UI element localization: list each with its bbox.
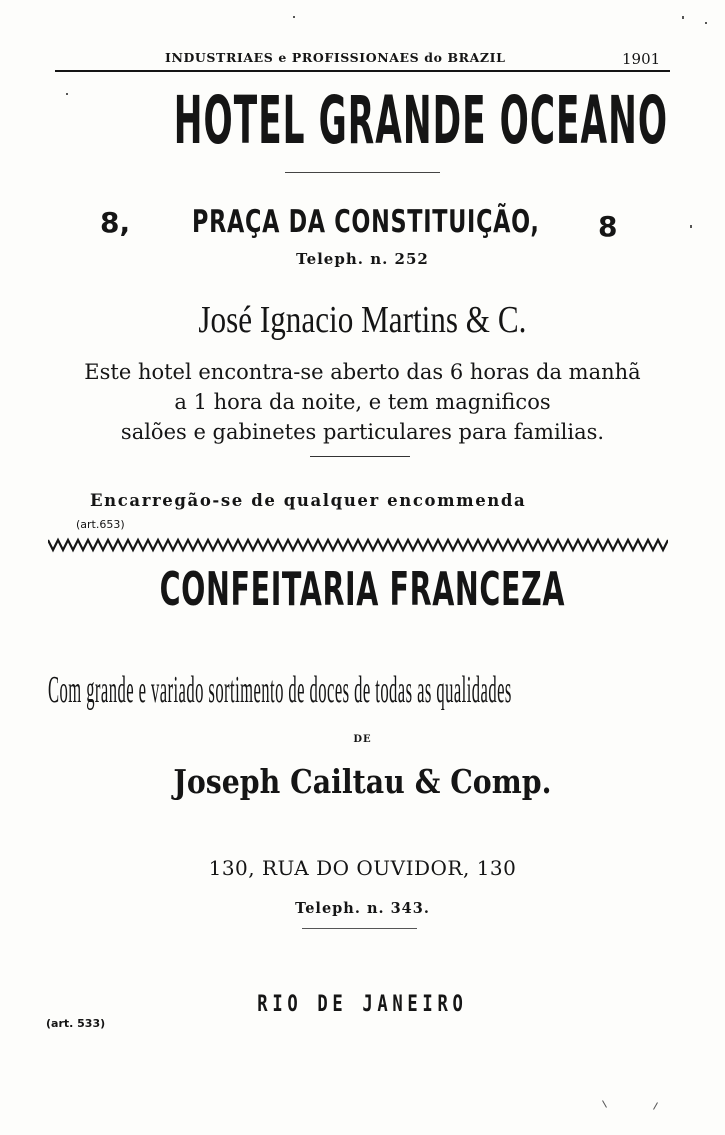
divider-rule xyxy=(285,172,440,173)
hotel-description-line: salões e gabinetes particulares para familias. xyxy=(120,420,605,444)
hotel-description-line: a 1 hora da noite, e tem magnificos xyxy=(174,390,551,414)
scan-speck xyxy=(602,1100,607,1107)
scan-speck xyxy=(690,225,692,228)
page-year: 1901 xyxy=(622,50,661,68)
confeitaria-article-ref: (art. 533) xyxy=(46,1017,106,1030)
hotel-article-ref: (art.653) xyxy=(76,518,125,531)
hotel-address-street: PRAÇA DA CONSTITUIÇÃO, xyxy=(192,204,540,240)
divider-rule xyxy=(302,928,417,929)
confeitaria-phone: Teleph. n. 343. xyxy=(295,900,430,917)
scan-speck xyxy=(293,16,295,18)
confeitaria-city: RIO DE JANEIRO xyxy=(257,992,468,1017)
hotel-address-number-right: 8 xyxy=(598,210,618,243)
divider-rule xyxy=(310,456,410,457)
hotel-address-number-left: 8, xyxy=(100,206,131,239)
running-header: INDUSTRIAES e PROFISSIONAES do BRAZIL xyxy=(165,50,506,65)
hotel-phone: Teleph. n. 252 xyxy=(296,250,429,268)
confeitaria-connector: DE xyxy=(353,734,372,745)
confeitaria-description: Com grande e variado sortimento de doces de todas as qualidades xyxy=(48,669,512,711)
confeitaria-owner: Joseph Cailtau & Comp. xyxy=(173,762,552,801)
scan-speck xyxy=(653,1102,658,1109)
scan-speck xyxy=(682,16,684,19)
hotel-owner: José Ignacio Martins & C. xyxy=(198,299,527,341)
hotel-description-line: Este hotel encontra-se aberto das 6 horas da manhã xyxy=(84,360,641,384)
confeitaria-address: 130, RUA DO OUVIDOR, 130 xyxy=(208,856,517,880)
scan-speck xyxy=(705,22,707,24)
hotel-note: Encarregão-se de qualquer encommenda xyxy=(90,491,527,510)
hotel-name-heading: HOTEL GRANDE OCEANO xyxy=(173,82,669,159)
scan-speck xyxy=(66,93,68,95)
ornament-divider xyxy=(48,537,668,553)
confeitaria-name-heading: CONFEITARIA FRANCEZA xyxy=(159,562,566,616)
header-rule xyxy=(55,70,670,72)
